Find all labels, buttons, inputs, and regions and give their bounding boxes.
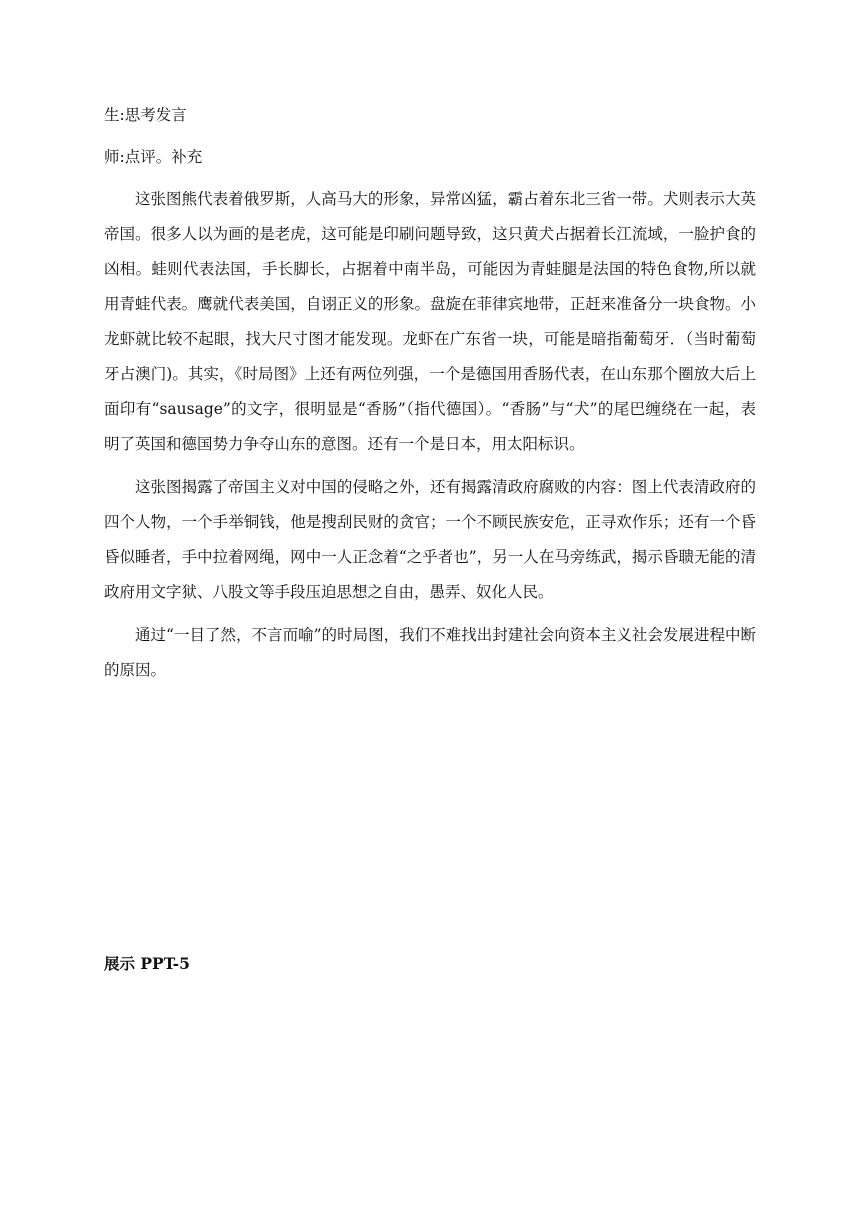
ppt-heading: 展示 PPT-5 bbox=[104, 954, 190, 973]
document-body bbox=[104, 98, 756, 696]
student-line: 生:思考发言 bbox=[104, 106, 187, 124]
paragraph-conclusion: 通过“一目了然，不言而喻”的时局图，我们不难找出封建社会向资本主义社会发展进程中断的原因。 bbox=[104, 626, 756, 679]
paragraph-map-explanation: 这张图熊代表着俄罗斯，人高马大的形象，异常凶猛，霸占着东北三省一带。犬则表示大英帝国。很多人以为画的是老虎，这可能是印刷问题导致，这只黄犬占据着长江流域，一脸护食的凶相。蛙则代表法国，手长脚长，占据着中南半岛，可能因为青蛙腿是法国的特色食物,所以就用青蛙代表。鹰就代表美国，自诩正义的形象。盘旋在菲律宾地带，正赶来准备分一块食物。小龙虾就比较不起眼，找大尺寸图才能发现。龙虾在广东省一块，可能是暗指葡萄牙．（当时葡萄牙占澳门)。其实，《时局图》上还有两位列强，一个是德国用香肠代表，在山东那个圈放大后上面印有“sausage”的文字，很明显是“香肠”（指代德国）。“香肠”与“犬”的尾巴缠绕在一起，表明了英国和德国势力争夺山东的意图。还有一个是日本，用太阳标识。 bbox=[104, 190, 756, 453]
paragraph-qing-corruption: 这张图揭露了帝国主义对中国的侵略之外，还有揭露清政府腐败的内容：图上代表清政府的四个人物，一个手举铜钱，他是搜刮民财的贪官；一个不顾民族安危，正寻欢作乐；还有一个昏昏似睡者，手中拉着网绳，网中一人正念着“之乎者也”，另一人在马旁练武，揭示昏聩无能的清政府用文字狱、八股文等手段压迫思想之自由，愚弄、奴化人民。 bbox=[104, 478, 756, 601]
teacher-line: 师:点评。补充 bbox=[104, 148, 203, 166]
